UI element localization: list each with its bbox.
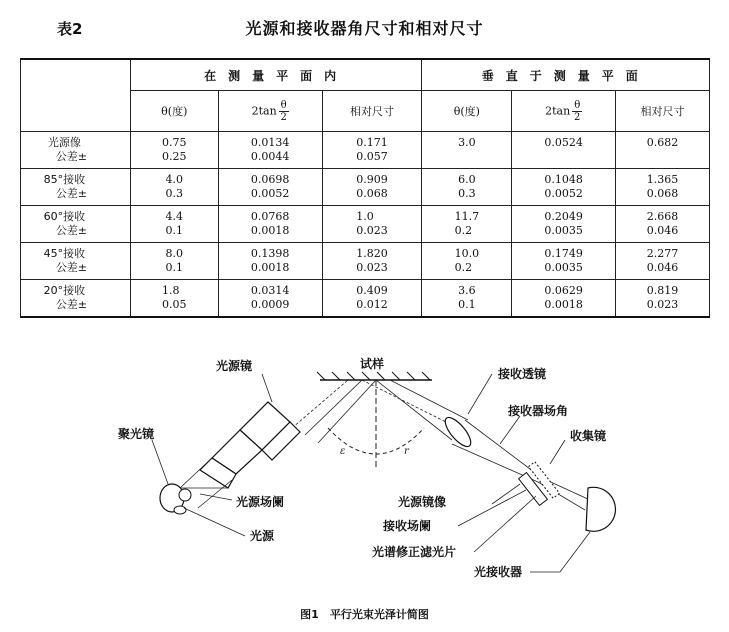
value-nominal: 10.0 — [454, 247, 480, 260]
col-header-theta: θ(度) — [130, 91, 218, 132]
value-tolerance — [647, 150, 679, 164]
label-source-mirror-image: 光源镜像 — [398, 495, 447, 509]
value-tolerance: 0.023 — [356, 261, 388, 274]
value-tolerance: 0.1 — [458, 298, 476, 311]
value-nominal: 0.819 — [646, 284, 679, 297]
value-tolerance: 0.046 — [646, 261, 679, 274]
value-cell — [322, 169, 422, 206]
table-label: 表2 — [57, 20, 83, 38]
value-cell — [322, 132, 422, 169]
value-tolerance: 0.057 — [356, 150, 388, 163]
value-cell — [616, 169, 710, 206]
value-cell — [422, 243, 512, 280]
value-cell — [218, 206, 322, 243]
row-tolerance-label: 公差± — [55, 261, 88, 274]
label-receiver-field-stop: 接收场阑 — [383, 519, 432, 533]
label-receiver-lens: 接收透镜 — [498, 367, 547, 381]
value-nominal: 0.75 — [162, 136, 187, 149]
value-nominal: 0.0524 — [544, 136, 583, 149]
col-header-2tan: 2tan $\frac{\theta}{2}$ — [512, 91, 616, 132]
angle-mark-1: ε — [340, 446, 346, 457]
row-header — [21, 280, 131, 318]
gloss-meter-diagram — [0, 340, 729, 600]
group-header-in-plane: 在测量平面内 — [130, 59, 422, 91]
value-cell — [218, 243, 322, 280]
group-header-perp-plane: 垂直于测量平面 — [422, 59, 710, 91]
value-tolerance: 0.3 — [458, 187, 476, 200]
value-tolerance: 0.0035 — [544, 224, 583, 237]
value-nominal: 4.0 — [165, 173, 184, 186]
value-cell — [616, 206, 710, 243]
value-nominal: 1.8 — [162, 284, 180, 297]
lamp-base — [174, 506, 186, 514]
col-header-2tan: 2tan $\frac{\theta}{2}$ — [218, 91, 322, 132]
row-name: 45°接收 — [43, 247, 86, 260]
table-title: 光源和接收器角尺寸和相对尺寸 — [245, 19, 484, 38]
label-photo-receiver: 光接收器 — [474, 565, 523, 579]
data-table — [20, 58, 710, 318]
value-tolerance: 0.0035 — [544, 261, 583, 274]
value-nominal: 2.668 — [646, 210, 679, 223]
col-header-theta: θ(度) — [422, 91, 512, 132]
value-cell — [422, 169, 512, 206]
value-cell — [218, 169, 322, 206]
label-condenser: 聚光镜 — [118, 427, 155, 441]
label-source-mirror: 光源镜 — [216, 359, 253, 373]
value-nominal: 3.6 — [458, 284, 476, 297]
value-nominal: 0.2049 — [544, 210, 583, 223]
row-tolerance-label: 公差± — [55, 224, 88, 237]
row-name: 85°接收 — [43, 173, 86, 186]
value-nominal: 0.682 — [646, 136, 679, 149]
sample-surface — [317, 372, 432, 380]
label-source-field-stop: 光源场阑 — [236, 495, 285, 509]
value-nominal: 11.7 — [454, 210, 480, 223]
table-row — [21, 280, 710, 318]
value-nominal: 3.0 — [458, 136, 476, 149]
value-cell — [422, 206, 512, 243]
value-tolerance: 0.0052 — [250, 187, 290, 200]
value-tolerance: 0.3 — [165, 187, 184, 200]
row-header — [21, 243, 131, 280]
row-tolerance-label: 公差± — [55, 298, 88, 311]
light-source — [179, 489, 191, 501]
value-nominal: 0.909 — [356, 173, 388, 186]
value-nominal: 1.365 — [646, 173, 679, 186]
value-tolerance: 0.0018 — [250, 224, 290, 237]
value-nominal: 0.1398 — [250, 247, 290, 260]
table-row — [21, 206, 710, 243]
value-tolerance: 0.0052 — [544, 187, 583, 200]
value-nominal: 0.0698 — [250, 173, 290, 186]
value-cell — [616, 280, 710, 318]
label-sample: 试样 — [360, 357, 385, 371]
value-nominal: 0.1749 — [544, 247, 583, 260]
table-row — [21, 243, 710, 280]
value-nominal: 2.277 — [646, 247, 679, 260]
value-tolerance: 0.0044 — [250, 150, 290, 163]
value-cell — [218, 280, 322, 318]
row-name: 20°接收 — [43, 284, 86, 297]
row-name: 60°接收 — [43, 210, 86, 223]
value-cell — [130, 169, 218, 206]
row-tolerance-label: 公差± — [55, 187, 88, 200]
value-cell — [322, 280, 422, 318]
row-name: 光源像 — [47, 136, 81, 149]
value-tolerance: 0.25 — [162, 150, 187, 163]
source-lens-assembly — [200, 402, 300, 488]
row-tolerance-label: 公差± — [55, 150, 88, 163]
value-nominal: 0.171 — [356, 136, 388, 149]
value-tolerance: 0.2 — [454, 261, 473, 274]
value-tolerance — [544, 150, 583, 164]
label-light-source: 光源 — [250, 529, 275, 543]
value-cell — [322, 206, 422, 243]
value-nominal: 0.0134 — [250, 136, 290, 149]
value-tolerance: 0.0018 — [544, 298, 583, 311]
value-cell — [512, 280, 616, 318]
value-tolerance: 0.023 — [356, 224, 388, 237]
receiver-lens — [441, 414, 475, 451]
value-cell — [130, 132, 218, 169]
table-row — [21, 132, 710, 169]
value-tolerance: 0.05 — [162, 298, 187, 311]
value-cell — [512, 169, 616, 206]
value-tolerance: 0.1 — [165, 224, 184, 237]
value-cell — [422, 280, 512, 318]
row-header — [21, 169, 131, 206]
value-tolerance: 0.0009 — [250, 298, 290, 311]
value-cell — [130, 243, 218, 280]
value-cell — [616, 132, 710, 169]
row-header — [21, 206, 131, 243]
value-nominal: 1.820 — [356, 247, 388, 260]
value-nominal: 4.4 — [165, 210, 184, 223]
col-header-relative: 相对尺寸 — [322, 91, 422, 132]
row-header — [21, 132, 131, 169]
value-cell — [130, 206, 218, 243]
angle-mark-2: r — [404, 446, 409, 457]
value-cell — [130, 280, 218, 318]
value-cell — [322, 243, 422, 280]
value-tolerance: 0.023 — [646, 298, 679, 311]
value-cell — [512, 206, 616, 243]
value-cell — [218, 132, 322, 169]
corner-cell — [21, 59, 131, 132]
value-nominal: 0.0768 — [250, 210, 290, 223]
value-tolerance: 0.068 — [356, 187, 388, 200]
value-tolerance: 0.012 — [356, 298, 388, 311]
value-cell — [422, 132, 512, 169]
value-nominal: 0.409 — [356, 284, 388, 297]
value-nominal: 0.0629 — [544, 284, 583, 297]
value-tolerance: 0.046 — [646, 224, 679, 237]
label-collector-mirror: 收集镜 — [570, 429, 607, 443]
photo-receiver — [586, 487, 615, 531]
label-spectral-filter: 光谱修正滤光片 — [372, 545, 457, 559]
col-header-relative: 相对尺寸 — [616, 91, 710, 132]
value-nominal: 6.0 — [458, 173, 476, 186]
value-tolerance: 0.0018 — [250, 261, 290, 274]
value-nominal: 8.0 — [165, 247, 184, 260]
label-receiver-field-angle: 接收器场角 — [508, 404, 569, 418]
figure-caption: 图1 平行光束光泽计简图 — [300, 608, 429, 621]
value-tolerance: 0.1 — [165, 261, 184, 274]
value-tolerance: 0.2 — [454, 224, 473, 237]
value-cell — [512, 243, 616, 280]
value-tolerance: 0.068 — [646, 187, 679, 200]
value-nominal: 1.0 — [356, 210, 374, 223]
table-row — [21, 169, 710, 206]
value-nominal: 0.0314 — [250, 284, 290, 297]
value-cell — [616, 243, 710, 280]
value-nominal: 0.1048 — [544, 173, 583, 186]
value-cell — [512, 132, 616, 169]
value-tolerance — [458, 150, 476, 164]
